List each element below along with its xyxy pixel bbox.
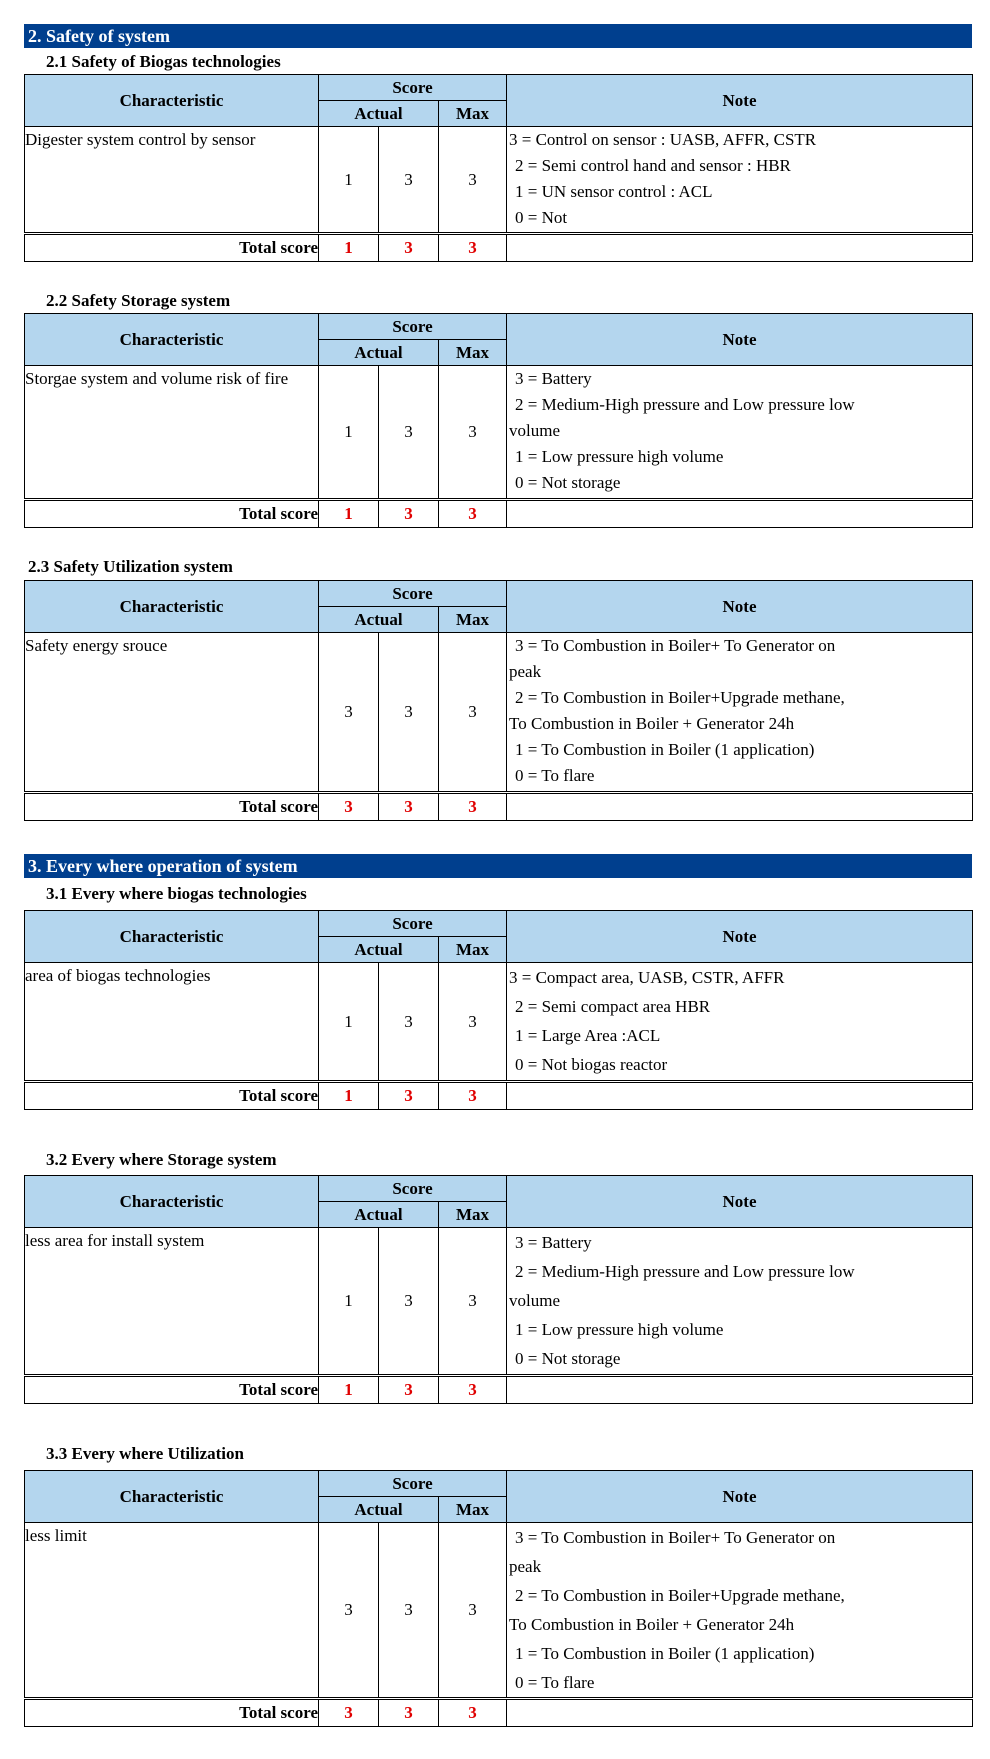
total-actual-2: 3 — [379, 500, 439, 528]
note-line: peak — [509, 1557, 542, 1576]
header-max: Max — [439, 340, 507, 366]
characteristic-cell: less area for install system — [25, 1228, 319, 1376]
header-note: Note — [507, 314, 973, 366]
section-2-header: 2. Safety of system — [24, 24, 972, 48]
total-max: 3 — [439, 1376, 507, 1404]
header-note: Note — [507, 911, 973, 963]
total-score-label: Total score — [25, 793, 319, 821]
total-max: 3 — [439, 793, 507, 821]
note-line: volume — [509, 421, 560, 440]
note-line: 2 = Semi compact area HBR — [515, 997, 711, 1016]
header-max: Max — [439, 1202, 507, 1228]
total-actual-1: 1 — [319, 500, 379, 528]
table-2-1-title: 2.1 Safety of Biogas technologies — [46, 52, 281, 71]
score-table-2-3 — [24, 580, 973, 821]
actual-score-2: 3 — [379, 633, 439, 793]
note-line: 0 = Not storage — [515, 1349, 621, 1368]
max-score: 3 — [439, 633, 507, 793]
table-3-2-title: 3.2 Every where Storage system — [46, 1150, 277, 1169]
total-max: 3 — [439, 1082, 507, 1110]
header-max: Max — [439, 1497, 507, 1523]
actual-score-2: 3 — [379, 963, 439, 1082]
total-actual-2: 3 — [379, 1376, 439, 1404]
table-2-2-title: 2.2 Safety Storage system — [46, 291, 231, 310]
total-note-cell — [507, 1376, 973, 1404]
total-score-label: Total score — [25, 234, 319, 262]
characteristic-cell: Safety energy srouce — [25, 633, 319, 793]
header-note: Note — [507, 75, 973, 127]
total-note-cell — [507, 500, 973, 528]
total-actual-2: 3 — [379, 793, 439, 821]
note-line: 1 = Low pressure high volume — [515, 1320, 724, 1339]
header-characteristic: Characteristic — [25, 581, 319, 633]
header-score: Score — [319, 1176, 507, 1202]
total-max: 3 — [439, 500, 507, 528]
note-line: 1 = To Combustion in Boiler (1 application) — [515, 740, 815, 759]
note-line: 3 = To Combustion in Boiler+ To Generator on — [515, 1528, 836, 1547]
header-score: Score — [319, 314, 507, 340]
characteristic-cell: Digester system control by sensor — [25, 127, 319, 234]
actual-score-1: 1 — [319, 127, 379, 234]
note-cell — [507, 127, 973, 234]
note-cell — [507, 633, 973, 793]
note-line: 1 = UN sensor control : ACL — [515, 182, 713, 201]
note-line: 0 = To flare — [515, 766, 595, 785]
note-line: 3 = Battery — [515, 1233, 592, 1252]
note-line: 2 = To Combustion in Boiler+Upgrade methane, — [515, 688, 845, 707]
note-line: To Combustion in Boiler + Generator 24h — [509, 714, 795, 733]
header-score: Score — [319, 1471, 507, 1497]
actual-score-2: 3 — [379, 1228, 439, 1376]
note-line: 0 = Not biogas reactor — [515, 1055, 668, 1074]
total-actual-2: 3 — [379, 234, 439, 262]
note-cell — [507, 1523, 973, 1699]
header-score: Score — [319, 911, 507, 937]
note-line: 2 = To Combustion in Boiler+Upgrade methane, — [515, 1586, 845, 1605]
section-3-header: 3. Every where operation of system — [24, 854, 972, 878]
max-score: 3 — [439, 1523, 507, 1699]
max-score: 3 — [439, 963, 507, 1082]
actual-score-2: 3 — [379, 366, 439, 500]
note-line: 0 = Not storage — [515, 473, 621, 492]
header-note: Note — [507, 1471, 973, 1523]
header-score: Score — [319, 75, 507, 101]
note-cell — [507, 1228, 973, 1376]
note-line: 0 = To flare — [515, 1673, 595, 1692]
total-note-cell — [507, 1699, 973, 1727]
total-actual-1: 3 — [319, 1699, 379, 1727]
total-note-cell — [507, 793, 973, 821]
note-line: 2 = Semi control hand and sensor : HBR — [515, 156, 791, 175]
note-line: 1 = To Combustion in Boiler (1 application) — [515, 1644, 815, 1663]
characteristic-cell: less limit — [25, 1523, 319, 1699]
note-line: 3 = Battery — [515, 369, 592, 388]
actual-score-1: 3 — [319, 1523, 379, 1699]
score-table-3-3 — [24, 1470, 973, 1727]
header-characteristic: Characteristic — [25, 1471, 319, 1523]
table-3-1-title: 3.1 Every where biogas technologies — [46, 884, 307, 903]
note-line: 1 = Large Area :ACL — [515, 1026, 661, 1045]
header-max: Max — [439, 101, 507, 127]
header-actual: Actual — [319, 1497, 439, 1523]
note-cell — [507, 963, 973, 1082]
total-score-label: Total score — [25, 500, 319, 528]
total-actual-1: 3 — [319, 793, 379, 821]
max-score: 3 — [439, 1228, 507, 1376]
total-note-cell — [507, 1082, 973, 1110]
note-line: 0 = Not — [515, 208, 568, 227]
note-line: 2 = Medium-High pressure and Low pressure low — [515, 1262, 855, 1281]
total-actual-2: 3 — [379, 1699, 439, 1727]
total-score-label: Total score — [25, 1082, 319, 1110]
header-actual: Actual — [319, 607, 439, 633]
score-table-2-1 — [24, 74, 973, 262]
note-line: 3 = Control on sensor : UASB, AFFR, CSTR — [509, 130, 817, 149]
total-score-label: Total score — [25, 1376, 319, 1404]
note-line: volume — [509, 1291, 560, 1310]
total-actual-1: 1 — [319, 1376, 379, 1404]
actual-score-1: 1 — [319, 1228, 379, 1376]
header-actual: Actual — [319, 937, 439, 963]
header-characteristic: Characteristic — [25, 75, 319, 127]
header-characteristic: Characteristic — [25, 911, 319, 963]
table-3-3-title: 3.3 Every where Utilization — [46, 1444, 244, 1463]
actual-score-2: 3 — [379, 127, 439, 234]
max-score: 3 — [439, 366, 507, 500]
header-actual: Actual — [319, 101, 439, 127]
characteristic-cell: Storgae system and volume risk of fire — [25, 366, 319, 500]
total-max: 3 — [439, 234, 507, 262]
header-characteristic: Characteristic — [25, 314, 319, 366]
header-max: Max — [439, 607, 507, 633]
note-line: 3 = To Combustion in Boiler+ To Generator on — [515, 636, 836, 655]
actual-score-1: 3 — [319, 633, 379, 793]
total-actual-1: 1 — [319, 1082, 379, 1110]
actual-score-2: 3 — [379, 1523, 439, 1699]
header-score: Score — [319, 581, 507, 607]
score-table-2-2 — [24, 313, 973, 528]
score-table-3-1 — [24, 910, 973, 1110]
characteristic-cell: area of biogas technologies — [25, 963, 319, 1082]
max-score: 3 — [439, 127, 507, 234]
total-actual-2: 3 — [379, 1082, 439, 1110]
header-max: Max — [439, 937, 507, 963]
header-characteristic: Characteristic — [25, 1176, 319, 1228]
note-cell — [507, 366, 973, 500]
total-max: 3 — [439, 1699, 507, 1727]
header-note: Note — [507, 1176, 973, 1228]
table-2-3-title: 2.3 Safety Utilization system — [28, 557, 233, 576]
note-line: 1 = Low pressure high volume — [515, 447, 724, 466]
note-line: To Combustion in Boiler + Generator 24h — [509, 1615, 795, 1634]
header-actual: Actual — [319, 1202, 439, 1228]
note-line: peak — [509, 662, 542, 681]
score-table-3-2 — [24, 1175, 973, 1404]
actual-score-1: 1 — [319, 963, 379, 1082]
actual-score-1: 1 — [319, 366, 379, 500]
header-actual: Actual — [319, 340, 439, 366]
note-line: 2 = Medium-High pressure and Low pressure low — [515, 395, 855, 414]
total-note-cell — [507, 234, 973, 262]
total-actual-1: 1 — [319, 234, 379, 262]
note-line: 3 = Compact area, UASB, CSTR, AFFR — [509, 968, 785, 987]
header-note: Note — [507, 581, 973, 633]
total-score-label: Total score — [25, 1699, 319, 1727]
